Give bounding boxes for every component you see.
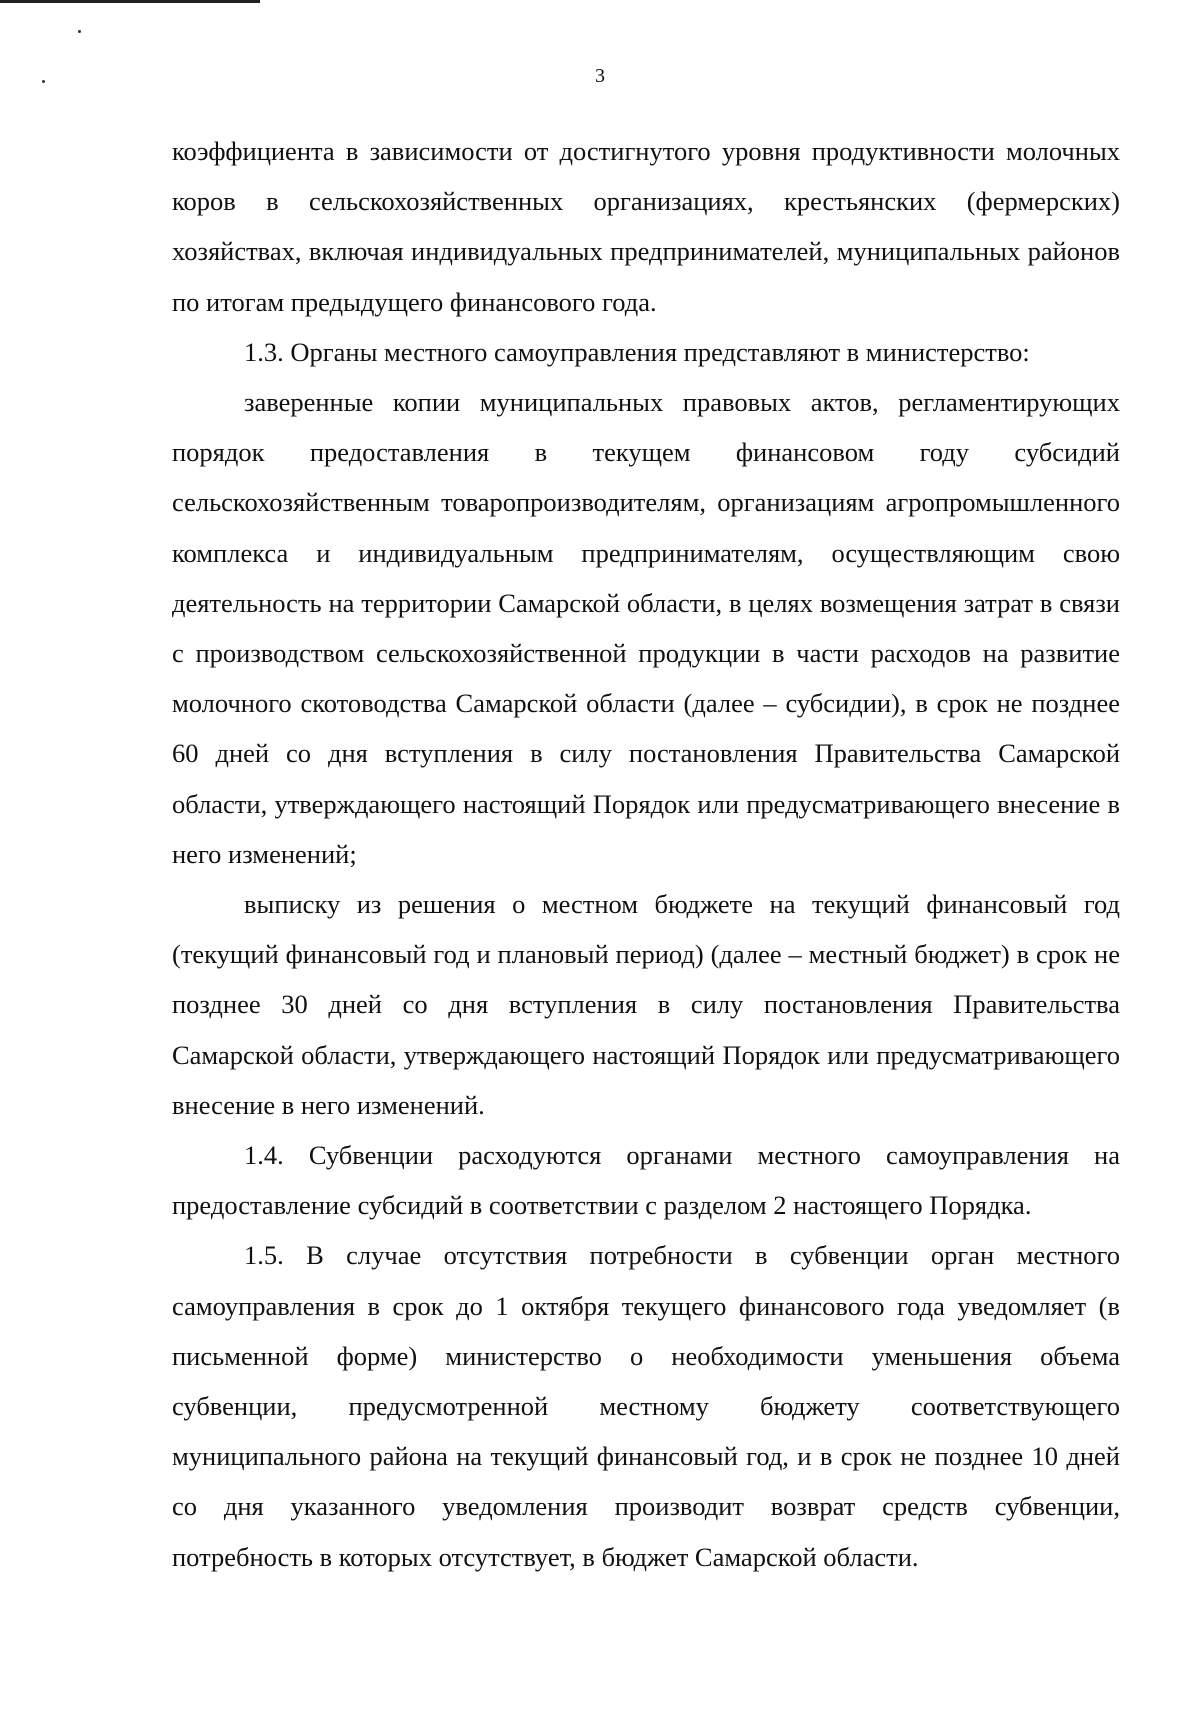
scan-artifact-top-line xyxy=(0,0,260,3)
document-body xyxy=(172,126,1120,1582)
paragraph-1-4: 1.4. Субвенции расходуются органами местного самоуправления на предоставление субсидий в соответствии с разделом 2 настоящего Порядка. xyxy=(172,1140,1120,1221)
paragraph-coefficient: коэффициента в зависимости от достигнутого уровня продуктивности молочных коров в сельскохозяйственных организациях, крестьянских (фермерских) хозяйствах, включая индивидуальных предпринимателей, муниципальных районов по итогам предыдущего финансового года. xyxy=(172,136,1120,317)
paragraph-1-5: 1.5. В случае отсутствия потребности в субвенции орган местного самоуправления в срок до 1 октября текущего финансового года уведомляет (в письменной форме) министерство о необходимости уменьшения объема субвенции, предусмотренной местному бюджету соответствующего муниципального района на текущий финансовый год, и в срок не позднее 10 дней со дня указанного уведомления производит возврат средств субвенции, потребность в которых отсутствует, в бюджет Самарской области. xyxy=(172,1240,1120,1572)
scan-artifact-dot xyxy=(78,30,81,33)
paragraph-1-3: 1.3. Органы местного самоуправления представляют в министерство: xyxy=(244,336,1030,367)
paragraph-certified-copies: заверенные копии муниципальных правовых актов, регламентирующих порядок предоставления в текущем финансовом году субсидий сельскохозяйственным товаропроизводителям, организациям агропромышленного комплекса и индивидуальным предпринимателям, осуществляющим свою деятельность на территории Самарской области, в целях возмещения затрат в связи с производством сельскохозяйственной продукции в части расходов на развитие молочного скотоводства Самарской области (далее – субсидии), в срок не позднее 60 дней со дня вступления в силу постановления Правительства Самарской области, утверждающего настоящий Порядок или предусматривающего внесение в него изменений; xyxy=(172,387,1120,869)
page-number: 3 xyxy=(595,65,605,87)
paragraph-budget-extract: выписку из решения о местном бюджете на текущий финансовый год (текущий финансовый год и плановый период) (далее – местный бюджет) в срок не позднее 30 дней со дня вступления в силу постановления Правительства Самарской области, утверждающего настоящий Порядок или предусматривающего внесение в него изменений. xyxy=(172,889,1120,1120)
